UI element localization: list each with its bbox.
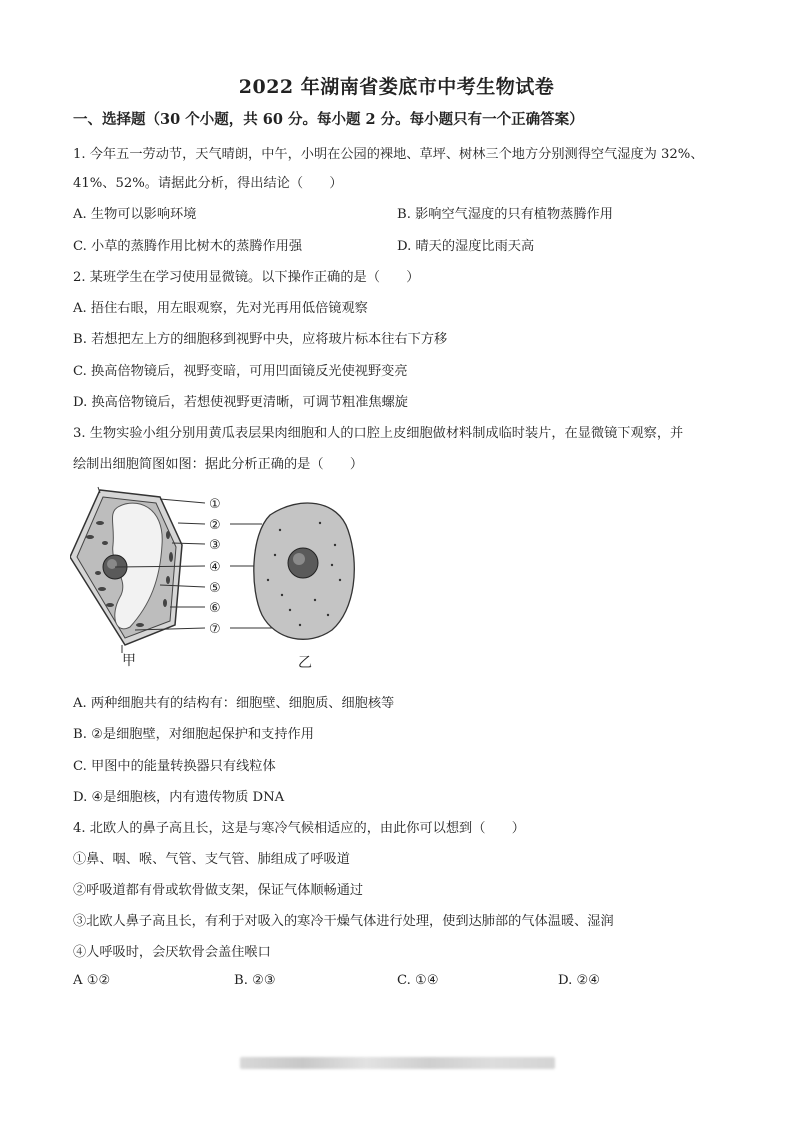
q4-option-d: D. ②④	[558, 973, 601, 988]
chloroplast	[166, 531, 170, 539]
q2-option-a: A. 捂住右眼，用左眼观察，先对光再用低倍镜观察	[73, 301, 368, 316]
section-heading: 一、选择题（30 个小题，共 60 分。每小题 2 分。每小题只有一个正确答案）	[73, 111, 584, 128]
chloroplast	[169, 552, 173, 562]
caption-jia: 甲	[122, 653, 136, 669]
q3-stem-line2: 绘制出细胞简图如图：据此分析正确的是（ ）	[73, 457, 364, 472]
chloroplast	[106, 603, 114, 607]
q2-option-d: D. 换高倍物镜后，若想使视野更清晰，可调节粗准焦螺旋	[73, 395, 408, 410]
label-1: ①	[209, 497, 221, 512]
diagram-labels	[209, 497, 221, 637]
q4-option-b: B. ②③	[234, 973, 276, 988]
q4-statement-2: ②呼吸道都有骨或软骨做支架，保证气体顺畅通过	[73, 883, 364, 898]
q1-stem-line2: 41%、52%。请据此分析，得出结论（ ）	[73, 176, 343, 191]
q1-stem-line1: 1. 今年五一劳动节，天气晴朗，中午，小明在公园的裸地、草坪、树林三个地方分别测得空气湿度为 32%、	[73, 147, 704, 162]
label-5: ⑤	[209, 581, 221, 596]
animal-cell	[254, 503, 354, 639]
q4-option-a: A ①②	[73, 973, 111, 988]
q2-stem: 2. 某班学生在学习使用显微镜。以下操作正确的是（ ）	[73, 270, 420, 285]
q4-option-c: C. ①④	[397, 973, 439, 988]
blurred-footer-watermark	[240, 1057, 555, 1069]
chloroplast	[102, 541, 108, 545]
chloroplast	[95, 571, 101, 575]
q4-statement-1: ①鼻、咽、喉、气管、支气管、肺组成了呼吸道	[73, 852, 350, 867]
chloroplast	[163, 599, 167, 607]
q3-option-d: D. ④是细胞核，内有遗传物质 DNA	[73, 790, 285, 805]
label-3: ③	[209, 538, 221, 553]
q1-option-a: A. 生物可以影响环境	[73, 207, 197, 222]
label-7: ⑦	[209, 622, 221, 637]
chloroplast	[98, 587, 106, 591]
cell-diagram	[70, 485, 370, 675]
q1-option-b: B. 影响空气湿度的只有植物蒸腾作用	[397, 207, 613, 222]
label-6: ⑥	[209, 601, 221, 616]
q4-stem: 4. 北欧人的鼻子高且长，这是与寒冷气候相适应的，由此你可以想到（ ）	[73, 821, 525, 836]
q1-option-d: D. 晴天的湿度比雨天高	[397, 239, 535, 254]
q1-option-c: C. 小草的蒸腾作用比树木的蒸腾作用强	[73, 239, 303, 254]
caption-yi: 乙	[298, 655, 312, 671]
label-2: ②	[209, 518, 221, 533]
page-title: 2022 年湖南省娄底市中考生物试卷	[238, 76, 555, 98]
chloroplast	[166, 576, 170, 584]
chloroplast	[86, 535, 94, 539]
q3-option-c: C. 甲图中的能量转换器只有线粒体	[73, 759, 276, 774]
chloroplast	[96, 521, 104, 525]
chloroplast	[136, 623, 144, 627]
q4-statement-3: ③北欧人鼻子高且长，有利于对吸入的寒冷干燥气体进行处理，使到达肺部的气体温暖、湿润	[73, 914, 614, 929]
q2-option-c: C. 换高倍物镜后，视野变暗，可用凹面镜反光使视野变亮	[73, 364, 408, 379]
q2-option-b: B. 若想把左上方的细胞移到视野中央，应将玻片标本往右下方移	[73, 332, 448, 347]
q4-statement-4: ④人呼吸时，会厌软骨会盖住喉口	[73, 945, 271, 960]
q3-stem-line1: 3. 生物实验小组分别用黄瓜表层果肉细胞和人的口腔上皮细胞做材料制成临时装片，在显微镜下观察，并	[73, 426, 684, 441]
label-4: ④	[209, 560, 221, 575]
plant-cell	[70, 487, 182, 653]
q3-option-b: B. ②是细胞壁，对细胞起保护和支持作用	[73, 727, 314, 742]
q3-option-a: A. 两种细胞共有的结构有：细胞壁、细胞质、细胞核等	[73, 696, 395, 711]
